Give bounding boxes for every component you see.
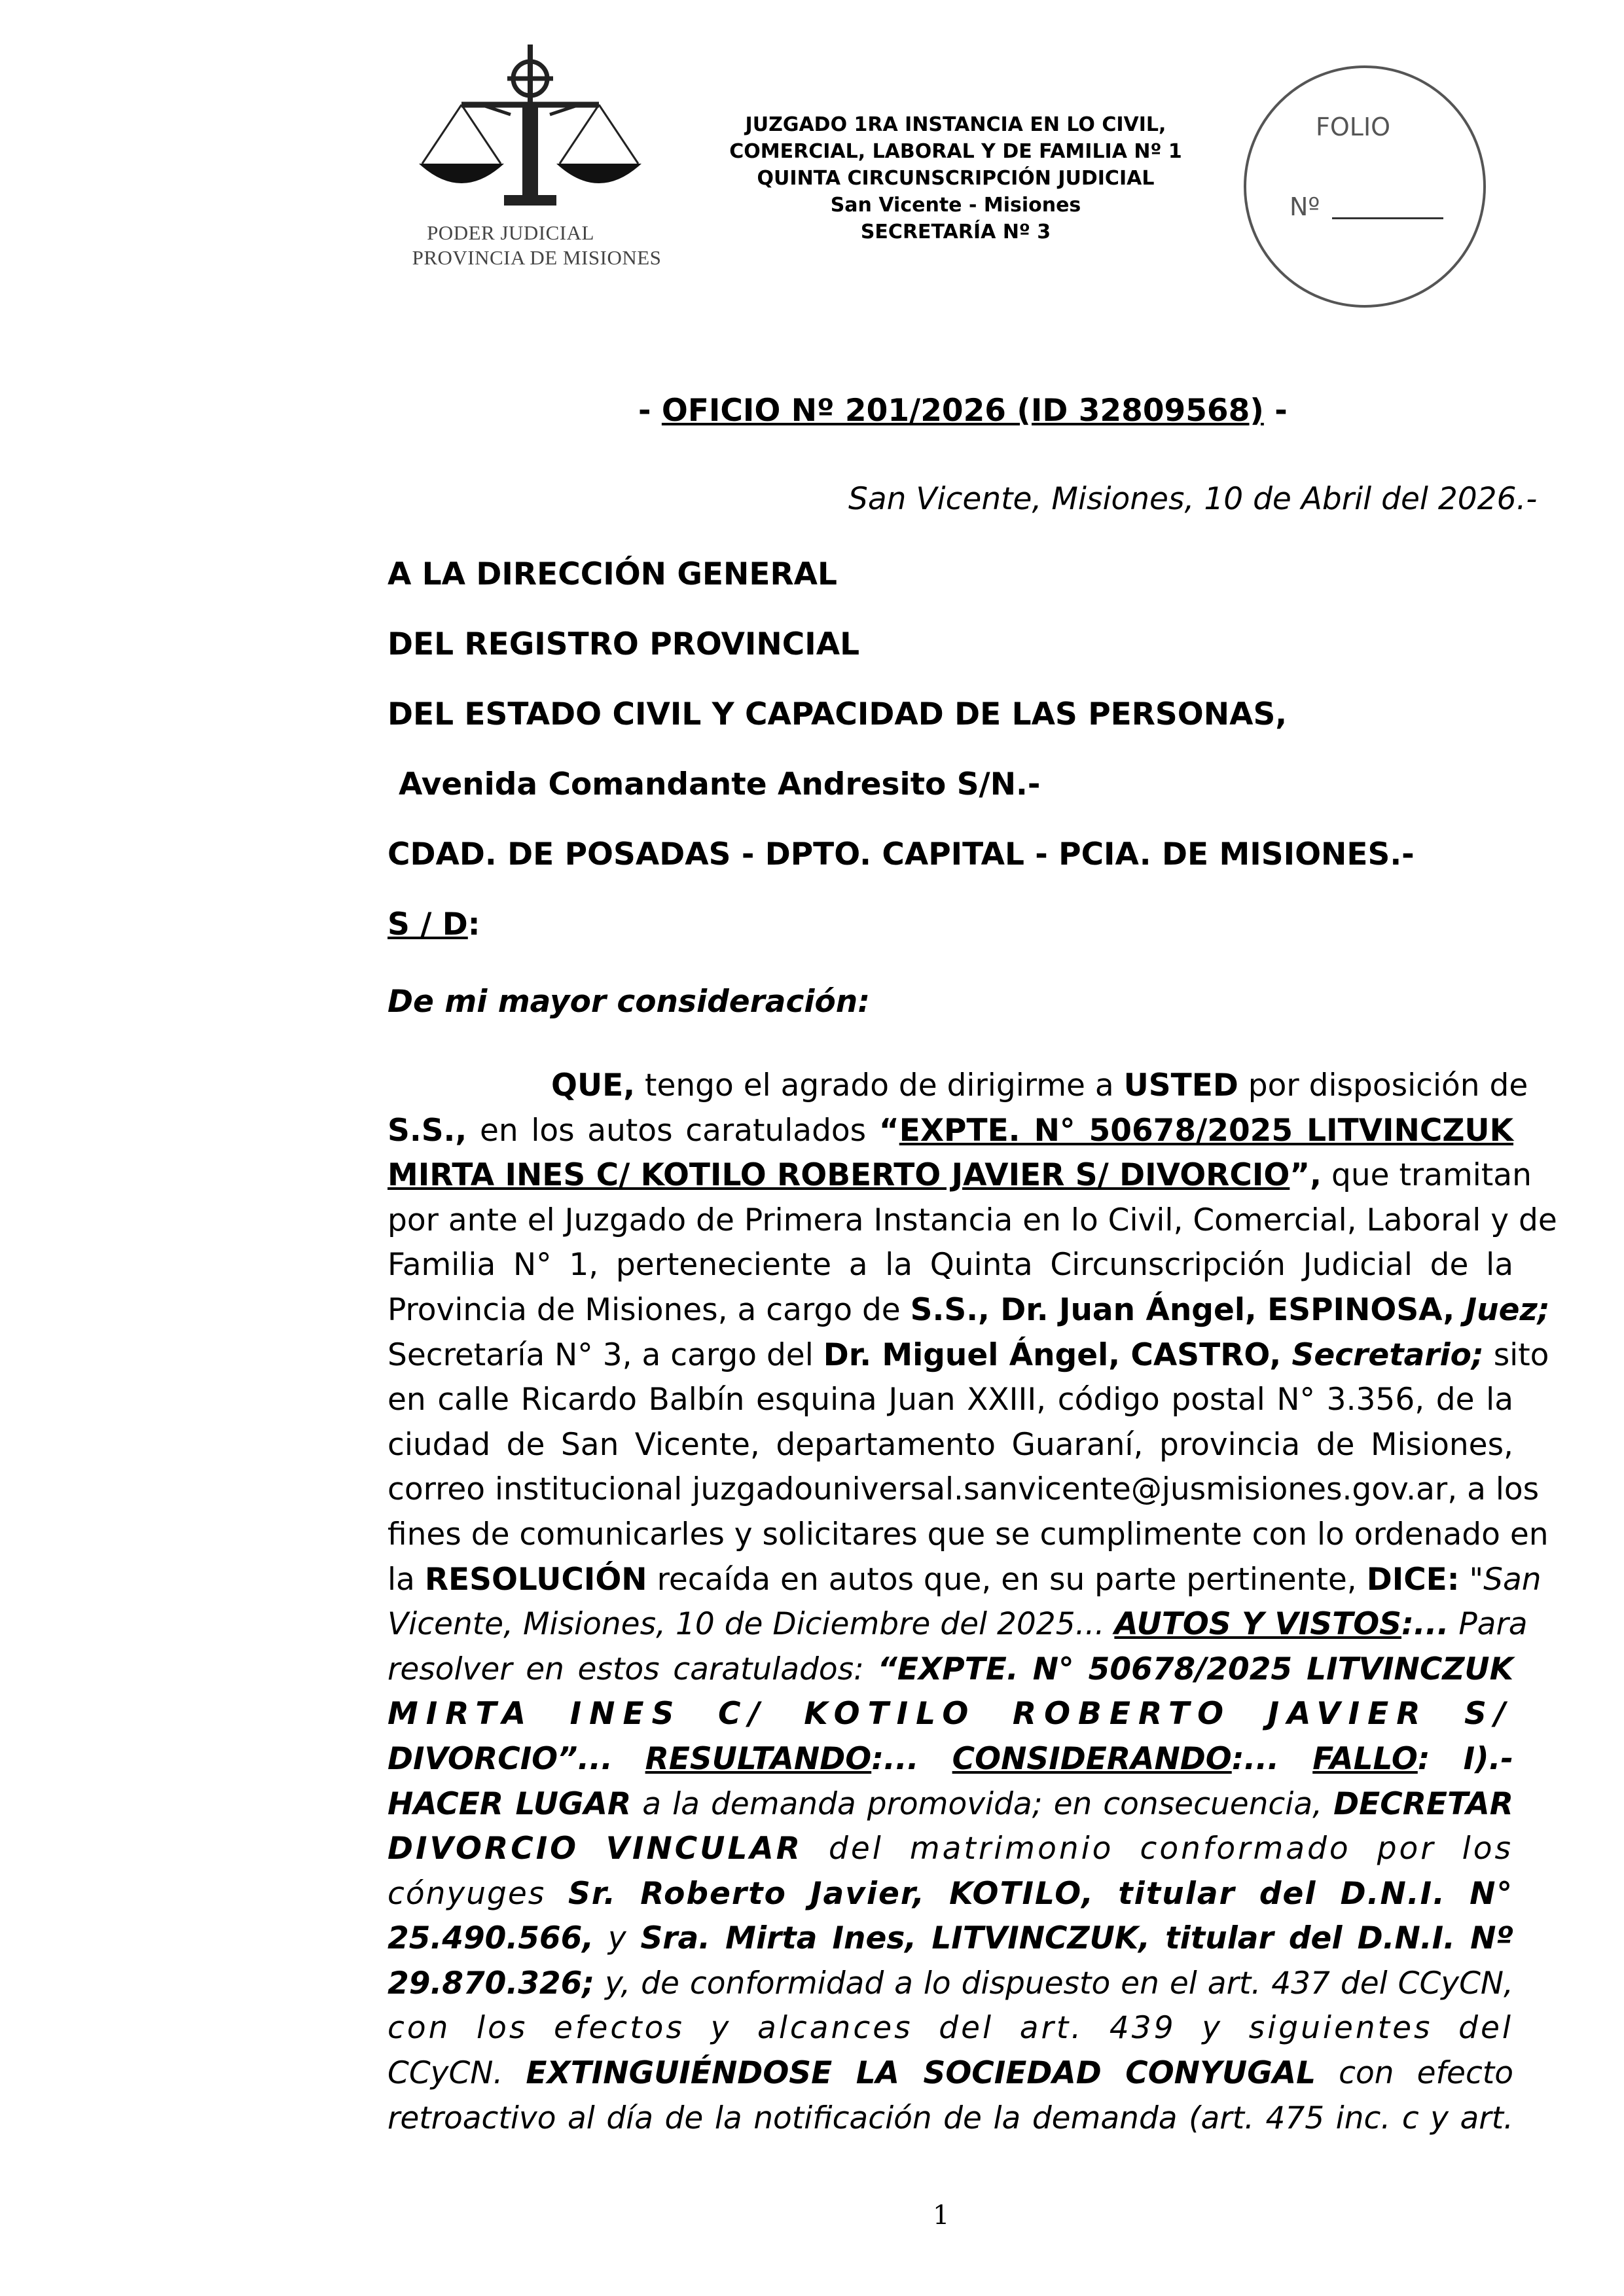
addressee-line: A LA DIRECCIÓN GENERAL [388, 556, 837, 592]
text-run: Vicente, Misiones, 10 de Diciembre del 2025... [388, 1606, 1115, 1643]
text-run: San [1483, 1561, 1542, 1598]
text-run: “EXPTE. N° 50678/2025 LITVINCZUK [877, 1651, 1513, 1687]
text-run: :... [1401, 1606, 1449, 1643]
body-line: Familia N° 1, perteneciente a la Quinta Circunscripción Judicial de la [388, 1247, 1513, 1283]
text-run: en los autos caratulados [467, 1112, 879, 1149]
text-run: Secretario; [1281, 1336, 1484, 1373]
body-line [388, 2051, 1513, 2096]
text-run: RESOLUCIÓN [424, 1561, 647, 1598]
court-heading-line: SECRETARÍA Nº 3 [860, 221, 1051, 243]
body-line [388, 1737, 1513, 1782]
scales-of-justice-icon [399, 39, 674, 223]
text-run: resolver en estos caratulados: [388, 1651, 878, 1687]
text-run: S.S., [388, 1112, 467, 1149]
text-run: del matrimonio conformado por los [802, 1831, 1513, 1867]
body-line [388, 1064, 1528, 1109]
addressee-line: CDAD. DE POSADAS - DPTO. CAPITAL - PCIA. DE MISIONES.- [388, 836, 1415, 872]
folio-circle [1244, 65, 1486, 308]
text-run: Provincia de Misiones, a cargo de [388, 1291, 911, 1328]
court-heading-line: JUZGADO 1RA INSTANCIA EN LO CIVIL, [745, 113, 1166, 136]
body-line [388, 1962, 1513, 2007]
text-run: la [388, 1561, 425, 1598]
body-line [388, 1602, 1528, 1647]
addressee-line: DEL REGISTRO PROVINCIAL [388, 626, 860, 662]
text-run: sito [1483, 1336, 1549, 1373]
sd-label [388, 906, 480, 942]
text-run: ”, [1290, 1157, 1322, 1194]
text-run: DICE: [1366, 1561, 1460, 1598]
text-run: EXPTE. N° 50678/2025 LITVINCZUK [899, 1112, 1513, 1149]
text-run: :... [871, 1740, 952, 1777]
text-run: Sra. Mirta Ines, LITVINCZUK, titular del D.N.I. Nº [640, 1920, 1513, 1957]
court-heading-line: QUINTA CIRCUNSCRIPCIÓN JUDICIAL [757, 167, 1155, 190]
text-run: “ [878, 1112, 899, 1149]
body-line [388, 1916, 1513, 1962]
text-run: :... [1231, 1740, 1313, 1777]
text-run: QUE, [551, 1067, 636, 1103]
logo-text-poder-judicial: PODER JUDICIAL [427, 221, 594, 244]
text-run: FALLO [1312, 1740, 1418, 1777]
oficio-title [638, 393, 1288, 429]
body-line [388, 1827, 1513, 1872]
salutation: De mi mayor consideración: [388, 984, 871, 1020]
text-run: 25.490.566, [388, 1920, 594, 1957]
text-run: a la demanda promovida; en consecuencia, [631, 1785, 1334, 1822]
text-run: cónyuges [388, 1875, 568, 1912]
folio-number-label: Nº [1290, 192, 1320, 221]
body-line [388, 1153, 1532, 1198]
text-run: Dr. Miguel Ángel, CASTRO, [823, 1336, 1282, 1373]
body-line: por ante el Juzgado de Primera Instancia en lo Civil, Comercial, Laboral y de [388, 1202, 1557, 1238]
court-heading [687, 111, 1224, 245]
oficio-prefix: - [638, 393, 662, 429]
body-line: correo institucional juzgadouniversal.sanvicente@jusmisiones.gov.ar, a los [388, 1471, 1540, 1508]
text-run: por disposición de [1238, 1067, 1528, 1103]
text-run: : I).- [1417, 1740, 1513, 1777]
text-run: que tramitan [1322, 1157, 1532, 1194]
body-line [388, 1872, 1513, 1917]
body-line: retroactivo al día de la notificación de la demanda (art. 475 inc. c y art. [388, 2100, 1513, 2136]
text-run: CCyCN. [388, 2055, 526, 2092]
addressee-line: Avenida Comandante Andresito S/N.- [399, 766, 1041, 802]
text-run: DIVORCIO VINCULAR [388, 1831, 803, 1867]
body-line [388, 1558, 1542, 1603]
folio-number-blank [1332, 217, 1443, 219]
text-run: DECRETAR [1333, 1785, 1513, 1822]
court-heading-line: San Vicente - Misiones [830, 194, 1081, 217]
date-line: San Vicente, Misiones, 10 de Abril del 2026.- [848, 481, 1538, 517]
oficio-number: OFICIO Nº 201/2026 (ID 32809568) [661, 393, 1264, 429]
body-line: MIRTA INES C/ KOTILO ROBERTO JAVIER S/ [388, 1696, 1513, 1732]
body-line: fines de comunicarles y solicitares que se cumplimente con lo ordenado en [388, 1516, 1549, 1552]
oficio-suffix: - [1263, 393, 1288, 429]
body-line: en calle Ricardo Balbín esquina Juan XXIII, código postal N° 3.356, de la [388, 1382, 1513, 1418]
text-run [613, 1741, 645, 1777]
text-run: AUTOS Y VISTOS [1114, 1606, 1402, 1643]
text-run: EXTINGUIÉNDOSE LA SOCIEDAD CONYUGAL [526, 2055, 1316, 2092]
logo-text-provincia: PROVINCIA DE MISIONES [412, 246, 662, 269]
text-run: Para [1449, 1606, 1528, 1643]
folio-stamp [1244, 65, 1486, 308]
body-line [388, 1288, 1550, 1333]
body-paragraph [388, 1064, 1557, 2141]
text-run: DIVORCIO”... [388, 1740, 613, 1777]
text-run: MIRTA INES C/ KOTILO ROBERTO JAVIER S/ DIVORCIO [388, 1157, 1290, 1194]
addressee-line: DEL ESTADO CIVIL Y CAPACIDAD DE LAS PERSONAS, [388, 696, 1288, 732]
text-run: HACER LUGAR [388, 1785, 632, 1822]
text-run: y [594, 1920, 641, 1957]
text-run: RESULTANDO [645, 1740, 872, 1777]
folio-title: FOLIO [1316, 113, 1391, 141]
text-run: S.S., Dr. Juan Ángel, ESPINOSA, [910, 1291, 1455, 1328]
body-line [388, 1109, 1513, 1154]
text-run: " [1459, 1561, 1484, 1598]
text-run: Sr. Roberto Javier, KOTILO, titular del D.N.I. N° [568, 1875, 1513, 1912]
body-line: ciudad de San Vicente, departamento Guaraní, provincia de Misiones, [388, 1426, 1513, 1463]
text-run: Juez; [1454, 1291, 1550, 1328]
body-line [388, 1647, 1513, 1693]
text-run: USTED [1123, 1067, 1238, 1103]
body-line: con los efectos y alcances del art. 439 y siguientes del [388, 2010, 1513, 2047]
sd-text: S / D [388, 906, 468, 942]
text-run: CONSIDERANDO [952, 1740, 1232, 1777]
poder-judicial-logo [399, 39, 674, 288]
text-run: recaída en autos que, en su parte pertinente, [647, 1561, 1367, 1598]
text-run: tengo el agrado de dirigirme a [635, 1067, 1124, 1103]
court-heading-line: COMERCIAL, LABORAL Y DE FAMILIA Nº 1 [729, 140, 1182, 163]
text-run: Secretaría N° 3, a cargo del [388, 1336, 823, 1373]
page-number: 1 [933, 2200, 950, 2231]
text-run: con efecto [1316, 2055, 1513, 2092]
text-run: 29.870.326; [388, 1965, 595, 2001]
text-run: y, de conformidad a lo dispuesto en el art. 437 del CCyCN, [594, 1965, 1513, 2001]
sd-colon: : [467, 906, 480, 942]
body-line [388, 1782, 1513, 1827]
body-line [388, 1333, 1549, 1378]
